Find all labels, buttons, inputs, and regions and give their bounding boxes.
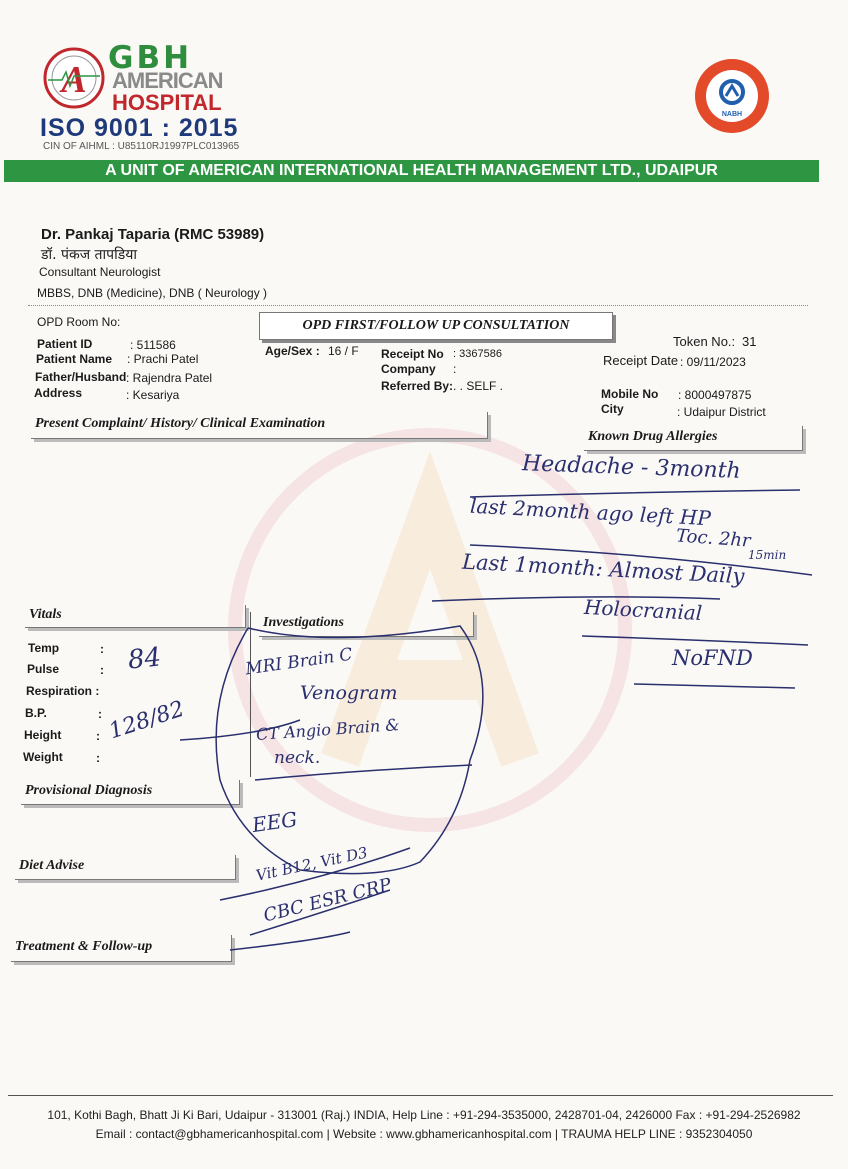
token-label: Token No.: <box>673 334 736 349</box>
address-value: : Kesariya <box>126 388 180 402</box>
bp-label: B.P. <box>25 706 47 720</box>
city-value: : Udaipur District <box>677 405 766 419</box>
logo-american-text: AMERICAN <box>112 68 223 93</box>
doctor-name-hindi: डॉ. पंकज तापडिया <box>41 247 137 263</box>
token-value: 31 <box>742 334 757 349</box>
hw-investigation-7: CBC ESR CRP <box>261 874 394 927</box>
referred-value: . . SELF . <box>453 379 504 393</box>
hw-investigation-6: Vit B12, Vit D3 <box>254 843 370 885</box>
section-diet-advise: Diet Advise <box>15 855 236 880</box>
mobile-value: : 8000497875 <box>678 388 752 402</box>
doctor-degrees: MBBS, DNB (Medicine), DNB ( Neurology ) <box>37 286 268 300</box>
footer-address: 101, Kothi Bagh, Bhatt Ji Ki Bari, Udaipur - 313001 (Raj.) INDIA, Help Line : +91-294-3535000, 2428701-04, 2426000 Fax : +91-294-2526982 <box>47 1108 801 1122</box>
header-banner: A UNIT OF AMERICAN INTERNATIONAL HEALTH MANAGEMENT LTD., UDAIPUR <box>4 160 819 182</box>
hw-investigation-4: neck. <box>274 748 321 768</box>
hw-complaint-2: last 2month ago left HP <box>469 493 712 531</box>
logo-hospital-text: HOSPITAL <box>112 90 222 115</box>
hw-complaint-1: Headache - 3month <box>521 451 742 484</box>
section-investigations: Investigations <box>259 612 474 637</box>
logo-gbh-text: GBH <box>108 40 193 76</box>
hw-complaint-7: NoFND <box>672 646 753 670</box>
age-sex-label: Age/Sex : <box>265 344 320 358</box>
height-label: Height <box>24 728 62 742</box>
hw-complaint-3: Toc. 2hr <box>675 525 752 552</box>
temp-label: Temp <box>28 641 60 655</box>
respiration-label: Respiration : <box>26 684 100 698</box>
patient-id: : 511586 <box>130 338 176 352</box>
receipt-no-label: Receipt No <box>381 347 444 361</box>
section-treatment: Treatment & Follow-up <box>11 935 232 962</box>
footer-contact: Email : contact@gbhamericanhospital.com | Website : www.gbhamericanhospital.com | TRAUMA HELP LINE : 9352304050 <box>95 1127 753 1141</box>
hw-complaint-5: Last 1month: Almost Daily <box>461 549 745 589</box>
iso-certification: ISO 9001 : 2015 <box>40 114 239 142</box>
form-title: OPD FIRST/FOLLOW UP CONSULTATION <box>259 312 613 340</box>
company-value: : <box>453 362 457 376</box>
receipt-date-label: Receipt Date <box>603 353 679 368</box>
svg-text:A: A <box>61 59 87 101</box>
father-name: : Rajendra Patel <box>126 371 213 385</box>
cin-number: CIN OF AIHML : U85110RJ1997PLC013965 <box>43 141 240 152</box>
section-provisional-diagnosis: Provisional Diagnosis <box>21 780 240 805</box>
doctor-title: Consultant Neurologist <box>39 265 161 279</box>
patient-name: : Prachi Patel <box>127 352 199 366</box>
patient-id-label: Patient ID <box>37 337 93 351</box>
weight-label: Weight <box>23 750 63 764</box>
city-label: City <box>601 402 624 416</box>
opd-room-label: OPD Room No: <box>37 315 121 329</box>
receipt-date: : 09/11/2023 <box>680 355 746 369</box>
hw-investigation-5: EEG <box>250 806 299 838</box>
company-label: Company <box>381 362 436 376</box>
prescription-page: A GBH AMERICAN HOSPITAL ISO 9001 : 2015 CIN OF AIHML : U85110RJ1997PLC013965 NABH A UNIT OF AMERICAN INTERNATIONAL HEALTH MANAGEMENT LTD., UDAIPUR Dr. Pankaj Taparia (RMC 53989) डॉ. पंकज तापडिया Consultant Neurologist MBBS, DNB (Medicine), DNB ( Neurology ) OPD Room No: OPD FIRST/FOLLOW UP CONSULTATION Token No.: 31 Patient ID : 511586 Patient Name : Prachi Patel Father/Husband : Rajendra Patel Address : Kesariya Age/Sex : 16 / F Receipt No : 3367586 Company : Referred By: . . SELF . Receipt Date : 09/11/2023 Mobile No : 8000497875 City : Udaipur District Present Complaint/ History/ Clinical Examination Known Drug Allergies Vitals Investigations Provisional Diagnosis Diet Advise Treatment & Follow-up Temp : Pulse : Respiration : B.P. : Height : Weight : 84 128/82 Headache - 3month last 2month ago left HP Toc. 2hr 15min Last 1month: Almost Daily Holocranial NoFND MRI Brain C Venogram CT Angio Brain & neck. EEG Vit B12, Vit D3 CBC ESR CRP 101, Kothi Bagh, Bhatt Ji Ki Bari, Udaipur - 313001 (Raj.) INDIA, Help Line : +91-294-3535000, 2428701-04, 2426000 Fax : +91-294-2526982 Email : contact@gbhamericanhospital.com | Website : www.gbhamericanhospital.com | TRAUMA HELP LINE : 9352304050 <box>0 0 848 1169</box>
father-label: Father/Husband <box>35 370 127 384</box>
hw-complaint-4: 15min <box>748 548 787 562</box>
age-sex: 16 / F <box>328 344 359 358</box>
bp-value: 128/82 <box>106 696 188 745</box>
section-vitals: Vitals <box>25 605 246 628</box>
section-allergies: Known Drug Allergies <box>584 426 803 451</box>
receipt-no: : 3367586 <box>453 348 502 360</box>
address-label: Address <box>34 386 83 400</box>
footer-divider <box>8 1095 833 1096</box>
pulse-value: 84 <box>126 642 163 676</box>
doctor-name: Dr. Pankaj Taparia (RMC 53989) <box>41 226 265 243</box>
hw-investigation-3: CT Angio Brain & <box>255 715 401 744</box>
hw-complaint-6: Holocranial <box>583 594 703 626</box>
nabh-label: NABH <box>721 111 743 118</box>
hw-investigation-1: MRI Brain C <box>244 644 354 680</box>
patient-name-label: Patient Name <box>36 352 113 366</box>
hw-investigation-2: Venogram <box>300 682 398 704</box>
pulse-label: Pulse <box>27 662 60 676</box>
referred-label: Referred By: <box>381 379 454 393</box>
mobile-label: Mobile No <box>601 387 659 401</box>
section-complaint: Present Complaint/ History/ Clinical Examination <box>31 412 488 439</box>
